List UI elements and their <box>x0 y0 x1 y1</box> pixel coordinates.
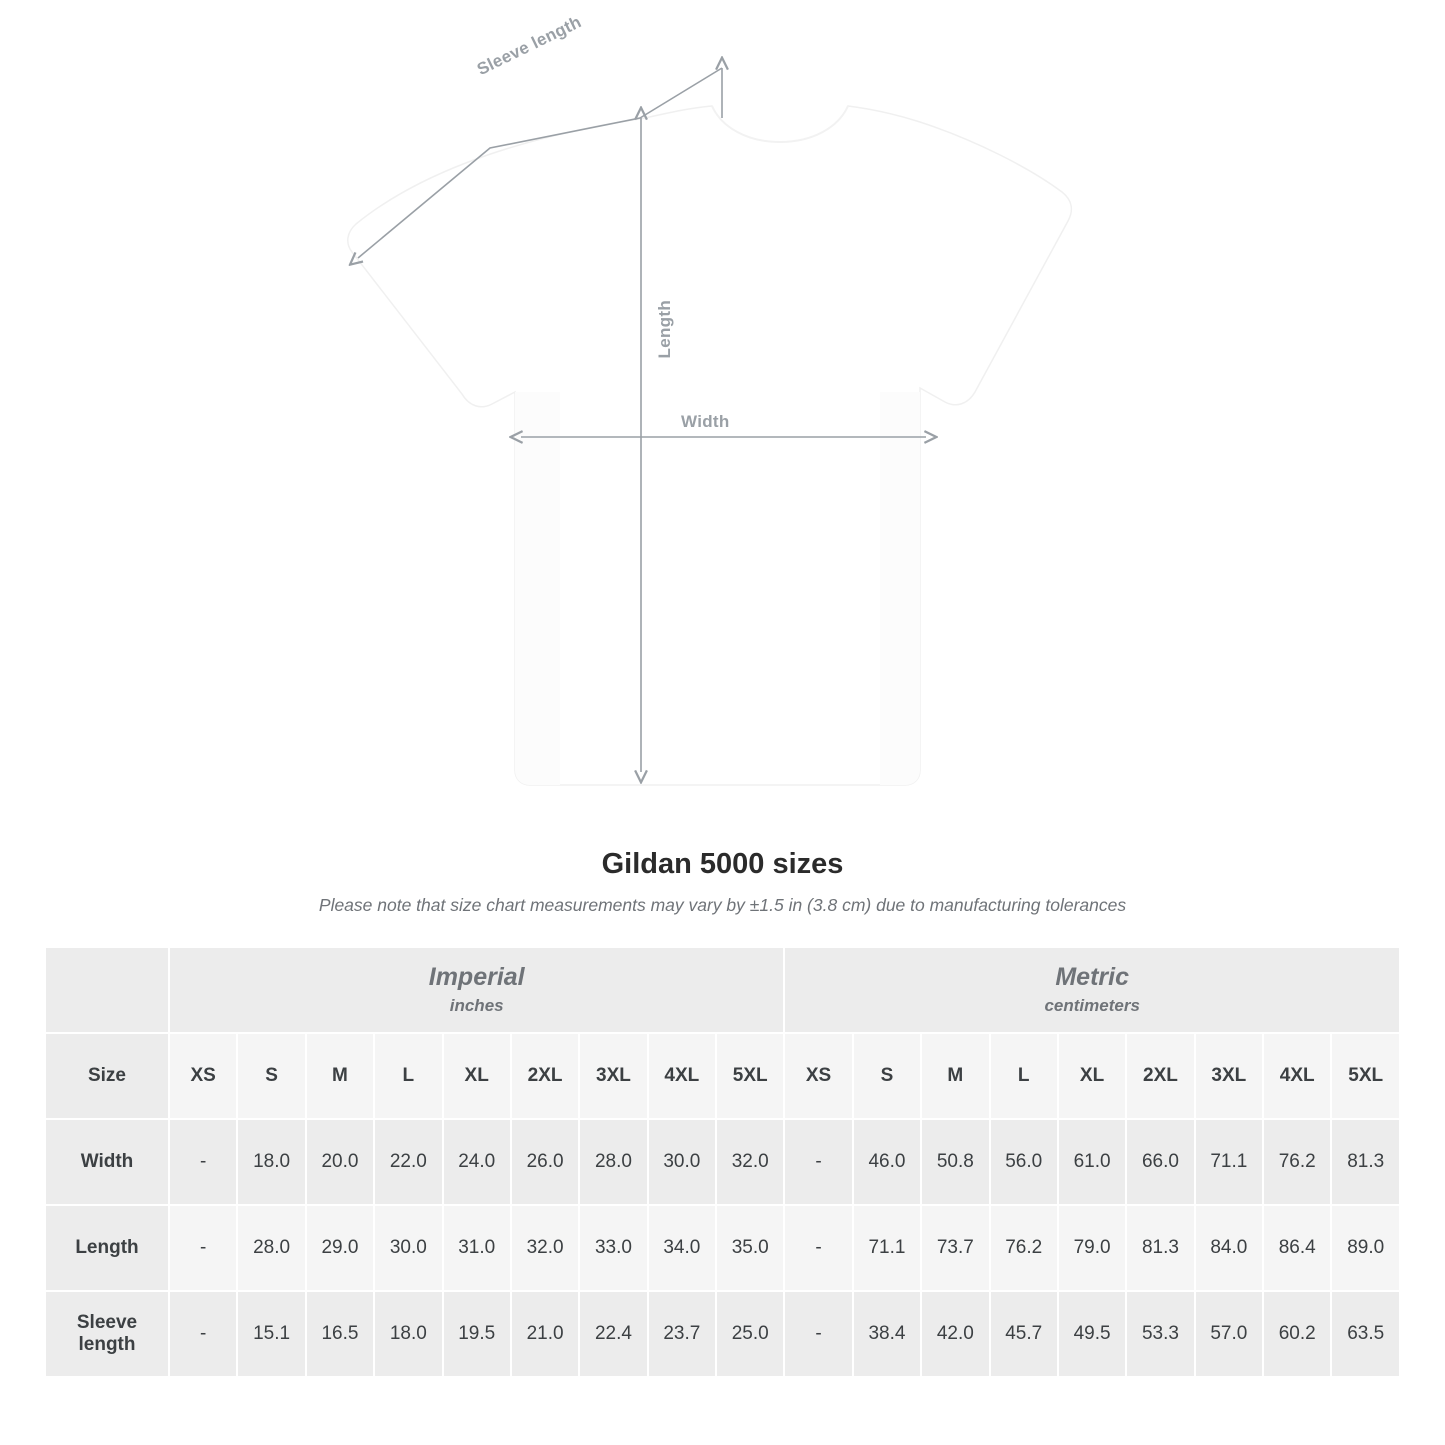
cell-width-metric-s: 46.0 <box>853 1119 921 1205</box>
column-header-metric-l: L <box>990 1033 1058 1119</box>
cell-sleeve-imperial-3xl: 22.4 <box>579 1291 647 1377</box>
column-header-metric-xs: XS <box>784 1033 852 1119</box>
cell-sleeve-imperial-2xl: 21.0 <box>511 1291 579 1377</box>
cell-sleeve-imperial-xs: - <box>169 1291 237 1377</box>
page-title: Gildan 5000 sizes <box>601 848 844 880</box>
cell-length-imperial-xl: 31.0 <box>443 1205 511 1291</box>
cell-length-metric-s: 71.1 <box>853 1205 921 1291</box>
column-header-metric-4xl: 4XL <box>1263 1033 1331 1119</box>
cell-length-metric-5xl: 89.0 <box>1331 1205 1400 1291</box>
column-header-metric-m: M <box>921 1033 989 1119</box>
column-header-metric-5xl: 5XL <box>1331 1033 1400 1119</box>
cell-sleeve-metric-xs: - <box>784 1291 852 1377</box>
sleeve-length-label: Sleeve length <box>474 12 585 80</box>
cell-length-metric-xs: - <box>784 1205 852 1291</box>
cell-sleeve-metric-l: 45.7 <box>990 1291 1058 1377</box>
width-label: Width <box>681 412 730 431</box>
cell-length-metric-m: 73.7 <box>921 1205 989 1291</box>
row-header-width: Width <box>45 1119 169 1205</box>
cell-sleeve-imperial-s: 15.1 <box>237 1291 305 1377</box>
table-row <box>45 1205 1400 1291</box>
title-block <box>0 848 1445 916</box>
column-header-imperial-m: M <box>306 1033 374 1119</box>
cell-width-metric-xl: 61.0 <box>1058 1119 1126 1205</box>
cell-sleeve-metric-4xl: 60.2 <box>1263 1291 1331 1377</box>
column-header-imperial-xs: XS <box>169 1033 237 1119</box>
table-row <box>45 1291 1400 1377</box>
size-table-wrapper <box>0 946 1445 1378</box>
cell-length-metric-4xl: 86.4 <box>1263 1205 1331 1291</box>
cell-width-metric-l: 56.0 <box>990 1119 1058 1205</box>
cell-length-metric-xl: 79.0 <box>1058 1205 1126 1291</box>
table-row <box>45 1119 1400 1205</box>
cell-length-imperial-s: 28.0 <box>237 1205 305 1291</box>
size-table <box>44 946 1401 1378</box>
cell-width-imperial-2xl: 26.0 <box>511 1119 579 1205</box>
cell-sleeve-metric-5xl: 63.5 <box>1331 1291 1400 1377</box>
column-header-imperial-5xl: 5XL <box>716 1033 784 1119</box>
tolerance-note: Please note that size chart measurements may vary by ±1.5 in (3.8 cm) due to manufacturing tolerances <box>318 895 1127 915</box>
cell-width-metric-xs: - <box>784 1119 852 1205</box>
cell-width-metric-5xl: 81.3 <box>1331 1119 1400 1205</box>
cell-length-imperial-2xl: 32.0 <box>511 1205 579 1291</box>
cell-width-metric-3xl: 71.1 <box>1195 1119 1263 1205</box>
cell-width-imperial-5xl: 32.0 <box>716 1119 784 1205</box>
cell-sleeve-imperial-5xl: 25.0 <box>716 1291 784 1377</box>
cell-length-metric-2xl: 81.3 <box>1126 1205 1194 1291</box>
unit-metric-sub: centimeters <box>1044 995 1140 1015</box>
cell-width-imperial-4xl: 30.0 <box>648 1119 716 1205</box>
column-header-metric-s: S <box>853 1033 921 1119</box>
unit-imperial-sub: inches <box>449 995 504 1015</box>
cell-width-imperial-xs: - <box>169 1119 237 1205</box>
cell-length-imperial-m: 29.0 <box>306 1205 374 1291</box>
length-label: Length <box>655 300 674 359</box>
cell-length-imperial-5xl: 35.0 <box>716 1205 784 1291</box>
column-header-size: Size <box>45 1033 169 1119</box>
cell-width-metric-2xl: 66.0 <box>1126 1119 1194 1205</box>
unit-header-metric <box>784 947 1400 1033</box>
cell-width-imperial-xl: 24.0 <box>443 1119 511 1205</box>
cell-length-metric-3xl: 84.0 <box>1195 1205 1263 1291</box>
unit-header-row <box>45 947 1400 1033</box>
cell-length-imperial-l: 30.0 <box>374 1205 442 1291</box>
cell-length-imperial-3xl: 33.0 <box>579 1205 647 1291</box>
cell-width-imperial-l: 22.0 <box>374 1119 442 1205</box>
cell-sleeve-metric-3xl: 57.0 <box>1195 1291 1263 1377</box>
cell-length-imperial-xs: - <box>169 1205 237 1291</box>
column-header-imperial-4xl: 4XL <box>648 1033 716 1119</box>
cell-width-metric-m: 50.8 <box>921 1119 989 1205</box>
cell-sleeve-imperial-4xl: 23.7 <box>648 1291 716 1377</box>
row-header-sleeve-length: Sleeve length <box>45 1291 169 1377</box>
cell-sleeve-imperial-xl: 19.5 <box>443 1291 511 1377</box>
row-header-length: Length <box>45 1205 169 1291</box>
cell-sleeve-metric-xl: 49.5 <box>1058 1291 1126 1377</box>
tshirt-shape <box>348 106 1072 785</box>
column-header-imperial-2xl: 2XL <box>511 1033 579 1119</box>
unit-header-imperial <box>169 947 784 1033</box>
column-header-metric-3xl: 3XL <box>1195 1033 1263 1119</box>
column-header-metric-2xl: 2XL <box>1126 1033 1194 1119</box>
cell-sleeve-imperial-m: 16.5 <box>306 1291 374 1377</box>
unit-imperial-name: Imperial <box>428 963 525 992</box>
column-header-imperial-s: S <box>237 1033 305 1119</box>
unit-metric-name: Metric <box>1055 963 1129 992</box>
column-header-imperial-l: L <box>374 1033 442 1119</box>
cell-width-imperial-m: 20.0 <box>306 1119 374 1205</box>
cell-width-imperial-s: 18.0 <box>237 1119 305 1205</box>
cell-length-metric-l: 76.2 <box>990 1205 1058 1291</box>
column-header-imperial-xl: XL <box>443 1033 511 1119</box>
column-header-metric-xl: XL <box>1058 1033 1126 1119</box>
cell-width-metric-4xl: 76.2 <box>1263 1119 1331 1205</box>
cell-sleeve-metric-2xl: 53.3 <box>1126 1291 1194 1377</box>
cell-length-imperial-4xl: 34.0 <box>648 1205 716 1291</box>
cell-sleeve-imperial-l: 18.0 <box>374 1291 442 1377</box>
unit-header-blank <box>45 947 169 1033</box>
cell-sleeve-metric-s: 38.4 <box>853 1291 921 1377</box>
size-header-row <box>45 1033 1400 1119</box>
cell-width-imperial-3xl: 28.0 <box>579 1119 647 1205</box>
column-header-imperial-3xl: 3XL <box>579 1033 647 1119</box>
cell-sleeve-metric-m: 42.0 <box>921 1291 989 1377</box>
